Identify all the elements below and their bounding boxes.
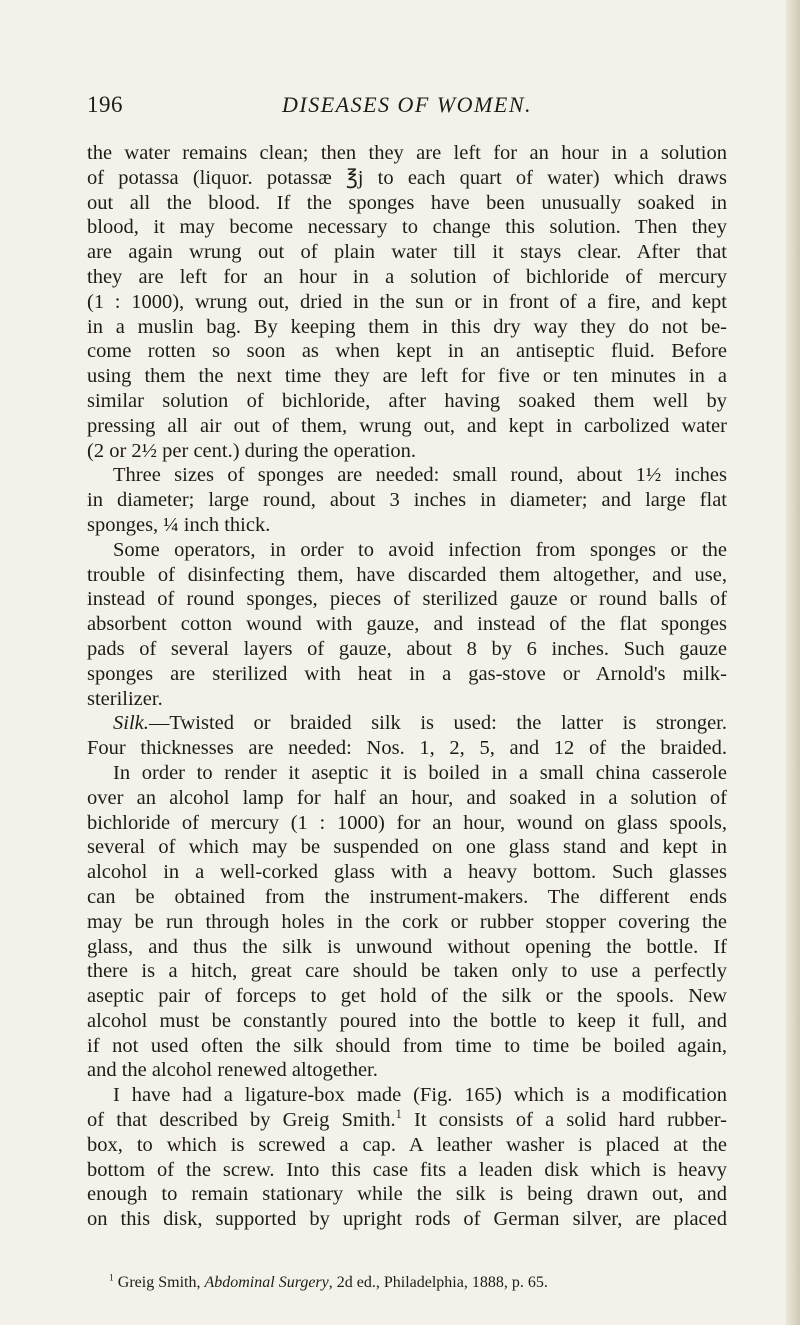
text-line: in a muslin bag. By keeping them in this dry way they do not be- <box>87 315 727 338</box>
text-line-footnote-ref <box>87 1108 727 1133</box>
text-line: are again wrung out of plain water till it stays clear. After that <box>87 241 727 264</box>
text-line: (1 : 1000), wrung out, dried in the sun or in front of a fire, and kept <box>87 290 727 313</box>
text-line: the water remains clean; then they are left for an hour in a solution <box>87 142 727 164</box>
footnote <box>87 1273 727 1293</box>
text-line: if not used often the silk should from time to time be boiled again, <box>87 1034 727 1057</box>
text-line: trouble of disinfecting them, have discarded them altogether, and use, <box>87 563 727 586</box>
text-line: out all the blood. If the sponges have been unusually soaked in <box>87 191 727 214</box>
footnote-author: Greig Smith, <box>117 1274 205 1291</box>
text-line: alcohol in a well-corked glass with a heavy bottom. Such glasses <box>87 861 727 884</box>
text-line: aseptic pair of forceps to get hold of the silk or the spools. New <box>87 985 727 1008</box>
footnote-marker: 1 <box>109 1272 114 1284</box>
text-line: (2 or 2½ per cent.) during the operation. <box>87 439 417 462</box>
text-line: come rotten so soon as when kept in an antiseptic fluid. Before <box>87 340 727 363</box>
silk-heading-text: —Twisted or braided silk is used: the latter is stronger. <box>148 712 727 735</box>
text-line: may be run through holes in the cork or rubber stopper covering the <box>87 910 727 933</box>
text-line-silk <box>87 711 727 736</box>
text-line: sterilizer. <box>87 687 163 710</box>
text-line: instead of round sponges, pieces of sterilized gauze or round balls of <box>87 588 727 611</box>
text-line: Some operators, in order to avoid infection from sponges or the <box>113 538 727 561</box>
footnote-reference[interactable]: 1 <box>395 1108 402 1122</box>
text-line: there is a hitch, great care should be taken only to use a perfectly <box>87 960 727 983</box>
text-line: sponges, ¼ inch thick. <box>87 513 271 536</box>
page-edge <box>786 0 800 1325</box>
text-line: In order to render it aseptic it is boiled in a small china casserole <box>113 761 727 784</box>
text-segment: It consists of a solid hard rubber- <box>401 1109 727 1132</box>
text-line: bottom of the screw. Into this case fits a leaden disk which is heavy <box>87 1158 727 1181</box>
text-line: over an alcohol lamp for half an hour, and soaked in a solution of <box>87 786 727 809</box>
footnote-title: Abdominal Surgery <box>204 1274 329 1291</box>
text-line: blood, it may become necessary to change this solution. Then they <box>87 216 727 239</box>
text-line: of potassa (liquor. potassæ ℥j to each quart of water) which draws <box>87 166 727 189</box>
page-number: 196 <box>87 92 123 117</box>
text-line: Four thicknesses are needed: Nos. 1, 2, 5, and 12 of the braided. <box>87 737 727 760</box>
text-line: enough to remain stationary while the silk is being drawn out, and <box>87 1183 727 1206</box>
text-line: glass, and thus the silk is unwound without opening the bottle. If <box>87 935 727 958</box>
text-line: pads of several layers of gauze, about 8 by 6 inches. Such gauze <box>87 637 727 660</box>
body-text <box>87 141 727 1232</box>
text-line: on this disk, supported by upright rods of German silver, are placed <box>87 1208 727 1231</box>
text-line: absorbent cotton wound with gauze, and instead of the flat sponges <box>87 613 727 636</box>
text-line: they are left for an hour in a solution of bichloride of mercury <box>87 265 727 288</box>
text-line: in diameter; large round, about 3 inches in diameter; and large flat <box>87 489 727 512</box>
silk-heading: Silk. <box>113 712 149 735</box>
text-line: similar solution of bichloride, after having soaked them well by <box>87 389 727 412</box>
text-line: and the alcohol renewed altogether. <box>87 1059 378 1082</box>
text-line: pressing all air out of them, wrung out, and kept in carbolized water <box>87 414 727 437</box>
text-line: I have had a ligature-box made (Fig. 165) which is a modification <box>113 1084 727 1107</box>
text-line: alcohol must be constantly poured into the bottle to keep it full, and <box>87 1009 727 1032</box>
text-line: using them the next time they are left for five or ten minutes in a <box>87 365 727 388</box>
footnote-details: , 2d ed., Philadelphia, 1888, p. 65. <box>328 1274 548 1291</box>
text-line: Three sizes of sponges are needed: small round, about 1½ inches <box>113 464 727 487</box>
text-segment: of that described by Greig Smith. <box>87 1109 396 1132</box>
text-line: several of which may be suspended on one glass stand and kept in <box>87 836 727 859</box>
running-title: DISEASES OF WOMEN. <box>281 92 532 117</box>
page-header <box>87 92 727 122</box>
text-line: bichloride of mercury (1 : 1000) for an hour, wound on glass spools, <box>87 811 727 834</box>
text-line: can be obtained from the instrument-makers. The different ends <box>87 885 727 908</box>
text-line: box, to which is screwed a cap. A leather washer is placed at the <box>87 1133 727 1156</box>
text-line: sponges are sterilized with heat in a gas-stove or Arnold's milk- <box>87 662 727 685</box>
